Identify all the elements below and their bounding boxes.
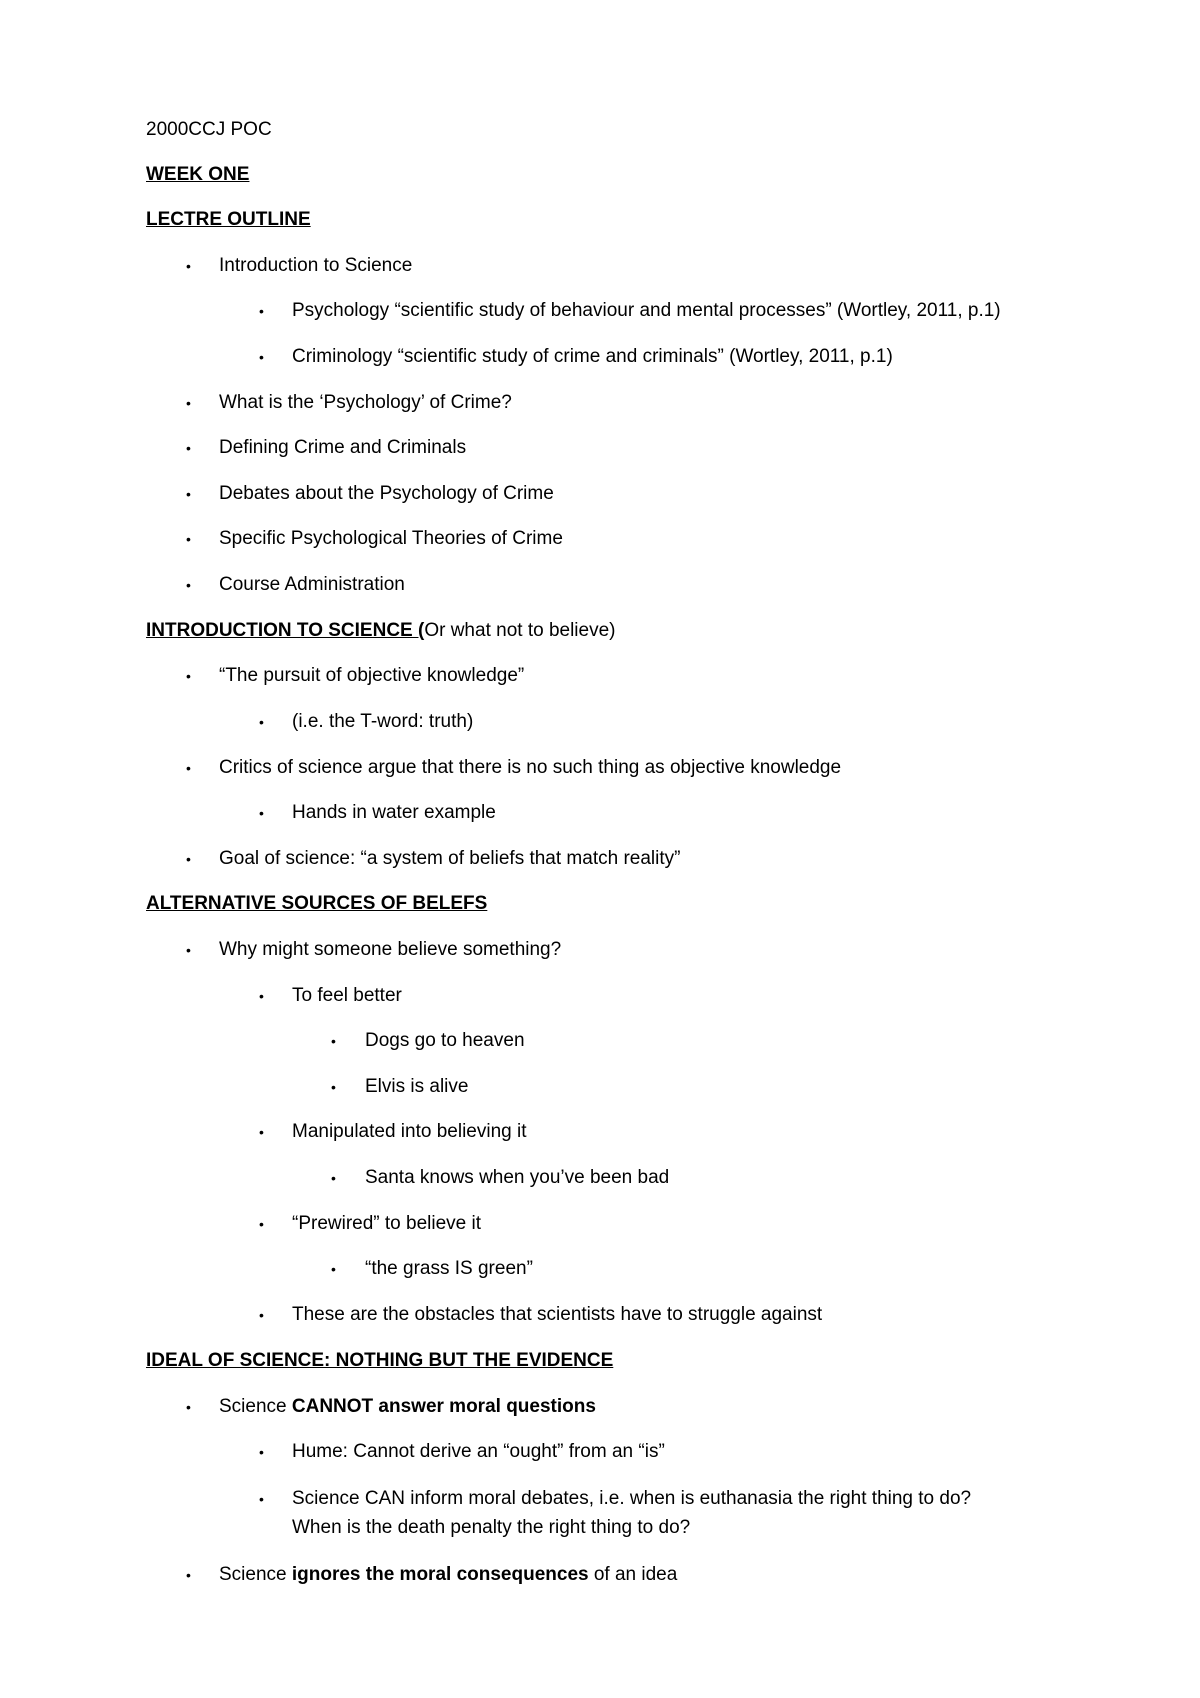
bullet-icon: • — [259, 1444, 264, 1460]
bullet-icon: • — [186, 258, 191, 274]
list-item: Critics of science argue that there is no such thing as objective knowledge — [219, 757, 842, 778]
list-item: Dogs go to heaven — [365, 1030, 525, 1051]
list-item-text: Science — [219, 1396, 292, 1417]
bullet-icon: • — [186, 851, 191, 867]
list-item: Hands in water example — [292, 802, 496, 823]
bullet-icon: • — [186, 395, 191, 411]
bullet-icon: • — [259, 714, 264, 730]
course-code: 2000CCJ POC — [146, 119, 272, 140]
bullet-icon: • — [259, 1491, 264, 1507]
list-item: Santa knows when you’ve been bad — [365, 1167, 670, 1188]
bullet-icon: • — [331, 1261, 336, 1277]
list-item — [219, 1395, 596, 1419]
bullet-icon: • — [259, 988, 264, 1004]
bullet-icon: • — [259, 349, 264, 365]
list-item: Criminology “scientific study of crime and criminals” (Wortley, 2011, p.1) — [292, 346, 893, 367]
bullet-icon: • — [331, 1033, 336, 1049]
section-heading-ideal: IDEAL OF SCIENCE: NOTHING BUT THE EVIDENCE — [146, 1350, 614, 1371]
list-item: “Prewired” to believe it — [292, 1213, 482, 1234]
list-item: “The pursuit of objective knowledge” — [219, 665, 525, 686]
list-item — [219, 1563, 677, 1587]
list-item: Science CAN inform moral debates, i.e. when is euthanasia the right thing to do? — [292, 1488, 972, 1509]
bullet-icon: • — [186, 760, 191, 776]
list-item: Manipulated into believing it — [292, 1121, 527, 1142]
list-item: Hume: Cannot derive an “ought” from an “is” — [292, 1441, 665, 1462]
section-heading-intro-title: INTRODUCTION TO SCIENCE ( — [146, 620, 425, 641]
bullet-icon: • — [259, 805, 264, 821]
section-heading-alternative: ALTERNATIVE SOURCES OF BELEFS — [146, 893, 488, 914]
bullet-icon: • — [186, 1399, 191, 1415]
list-item: To feel better — [292, 985, 402, 1006]
list-item: What is the ‘Psychology’ of Crime? — [219, 392, 512, 413]
section-heading-intro-rest: Or what not to believe) — [424, 620, 616, 641]
list-item: Course Administration — [219, 574, 405, 595]
bullet-icon: • — [259, 303, 264, 319]
list-item: Why might someone believe something? — [219, 939, 562, 960]
list-item: Introduction to Science — [219, 255, 413, 276]
list-item-continuation: When is the death penalty the right thing to do? — [292, 1517, 691, 1538]
section-heading-intro — [146, 619, 615, 643]
week-heading: WEEK ONE — [146, 164, 250, 185]
bullet-icon: • — [186, 668, 191, 684]
list-item: Elvis is alive — [365, 1076, 469, 1097]
list-item: Psychology “scientific study of behaviour and mental processes” (Wortley, 2011, p.1) — [292, 300, 1001, 321]
list-item: These are the obstacles that scientists have to struggle against — [292, 1304, 823, 1325]
bullet-icon: • — [186, 440, 191, 456]
list-item: Debates about the Psychology of Crime — [219, 483, 554, 504]
bullet-icon: • — [331, 1170, 336, 1186]
list-item: Defining Crime and Criminals — [219, 437, 467, 458]
list-item: (i.e. the T-word: truth) — [292, 711, 474, 732]
bullet-icon: • — [331, 1079, 336, 1095]
list-item-emphasis: CANNOT answer moral questions — [291, 1396, 596, 1417]
list-item: “the grass IS green” — [365, 1258, 533, 1279]
bullet-icon: • — [186, 531, 191, 547]
list-item: Specific Psychological Theories of Crime — [219, 528, 563, 549]
bullet-icon: • — [186, 1567, 191, 1583]
bullet-icon: • — [259, 1307, 264, 1323]
list-item-text: of an idea — [588, 1564, 678, 1585]
section-heading-outline: LECTRE OUTLINE — [146, 209, 311, 230]
bullet-icon: • — [259, 1124, 264, 1140]
bullet-icon: • — [259, 1216, 264, 1232]
list-item-emphasis: ignores the moral consequences — [291, 1564, 589, 1585]
bullet-icon: • — [186, 486, 191, 502]
list-item: Goal of science: “a system of beliefs that match reality” — [219, 848, 681, 869]
bullet-icon: • — [186, 577, 191, 593]
list-item-text: Science — [219, 1564, 292, 1585]
bullet-icon: • — [186, 942, 191, 958]
